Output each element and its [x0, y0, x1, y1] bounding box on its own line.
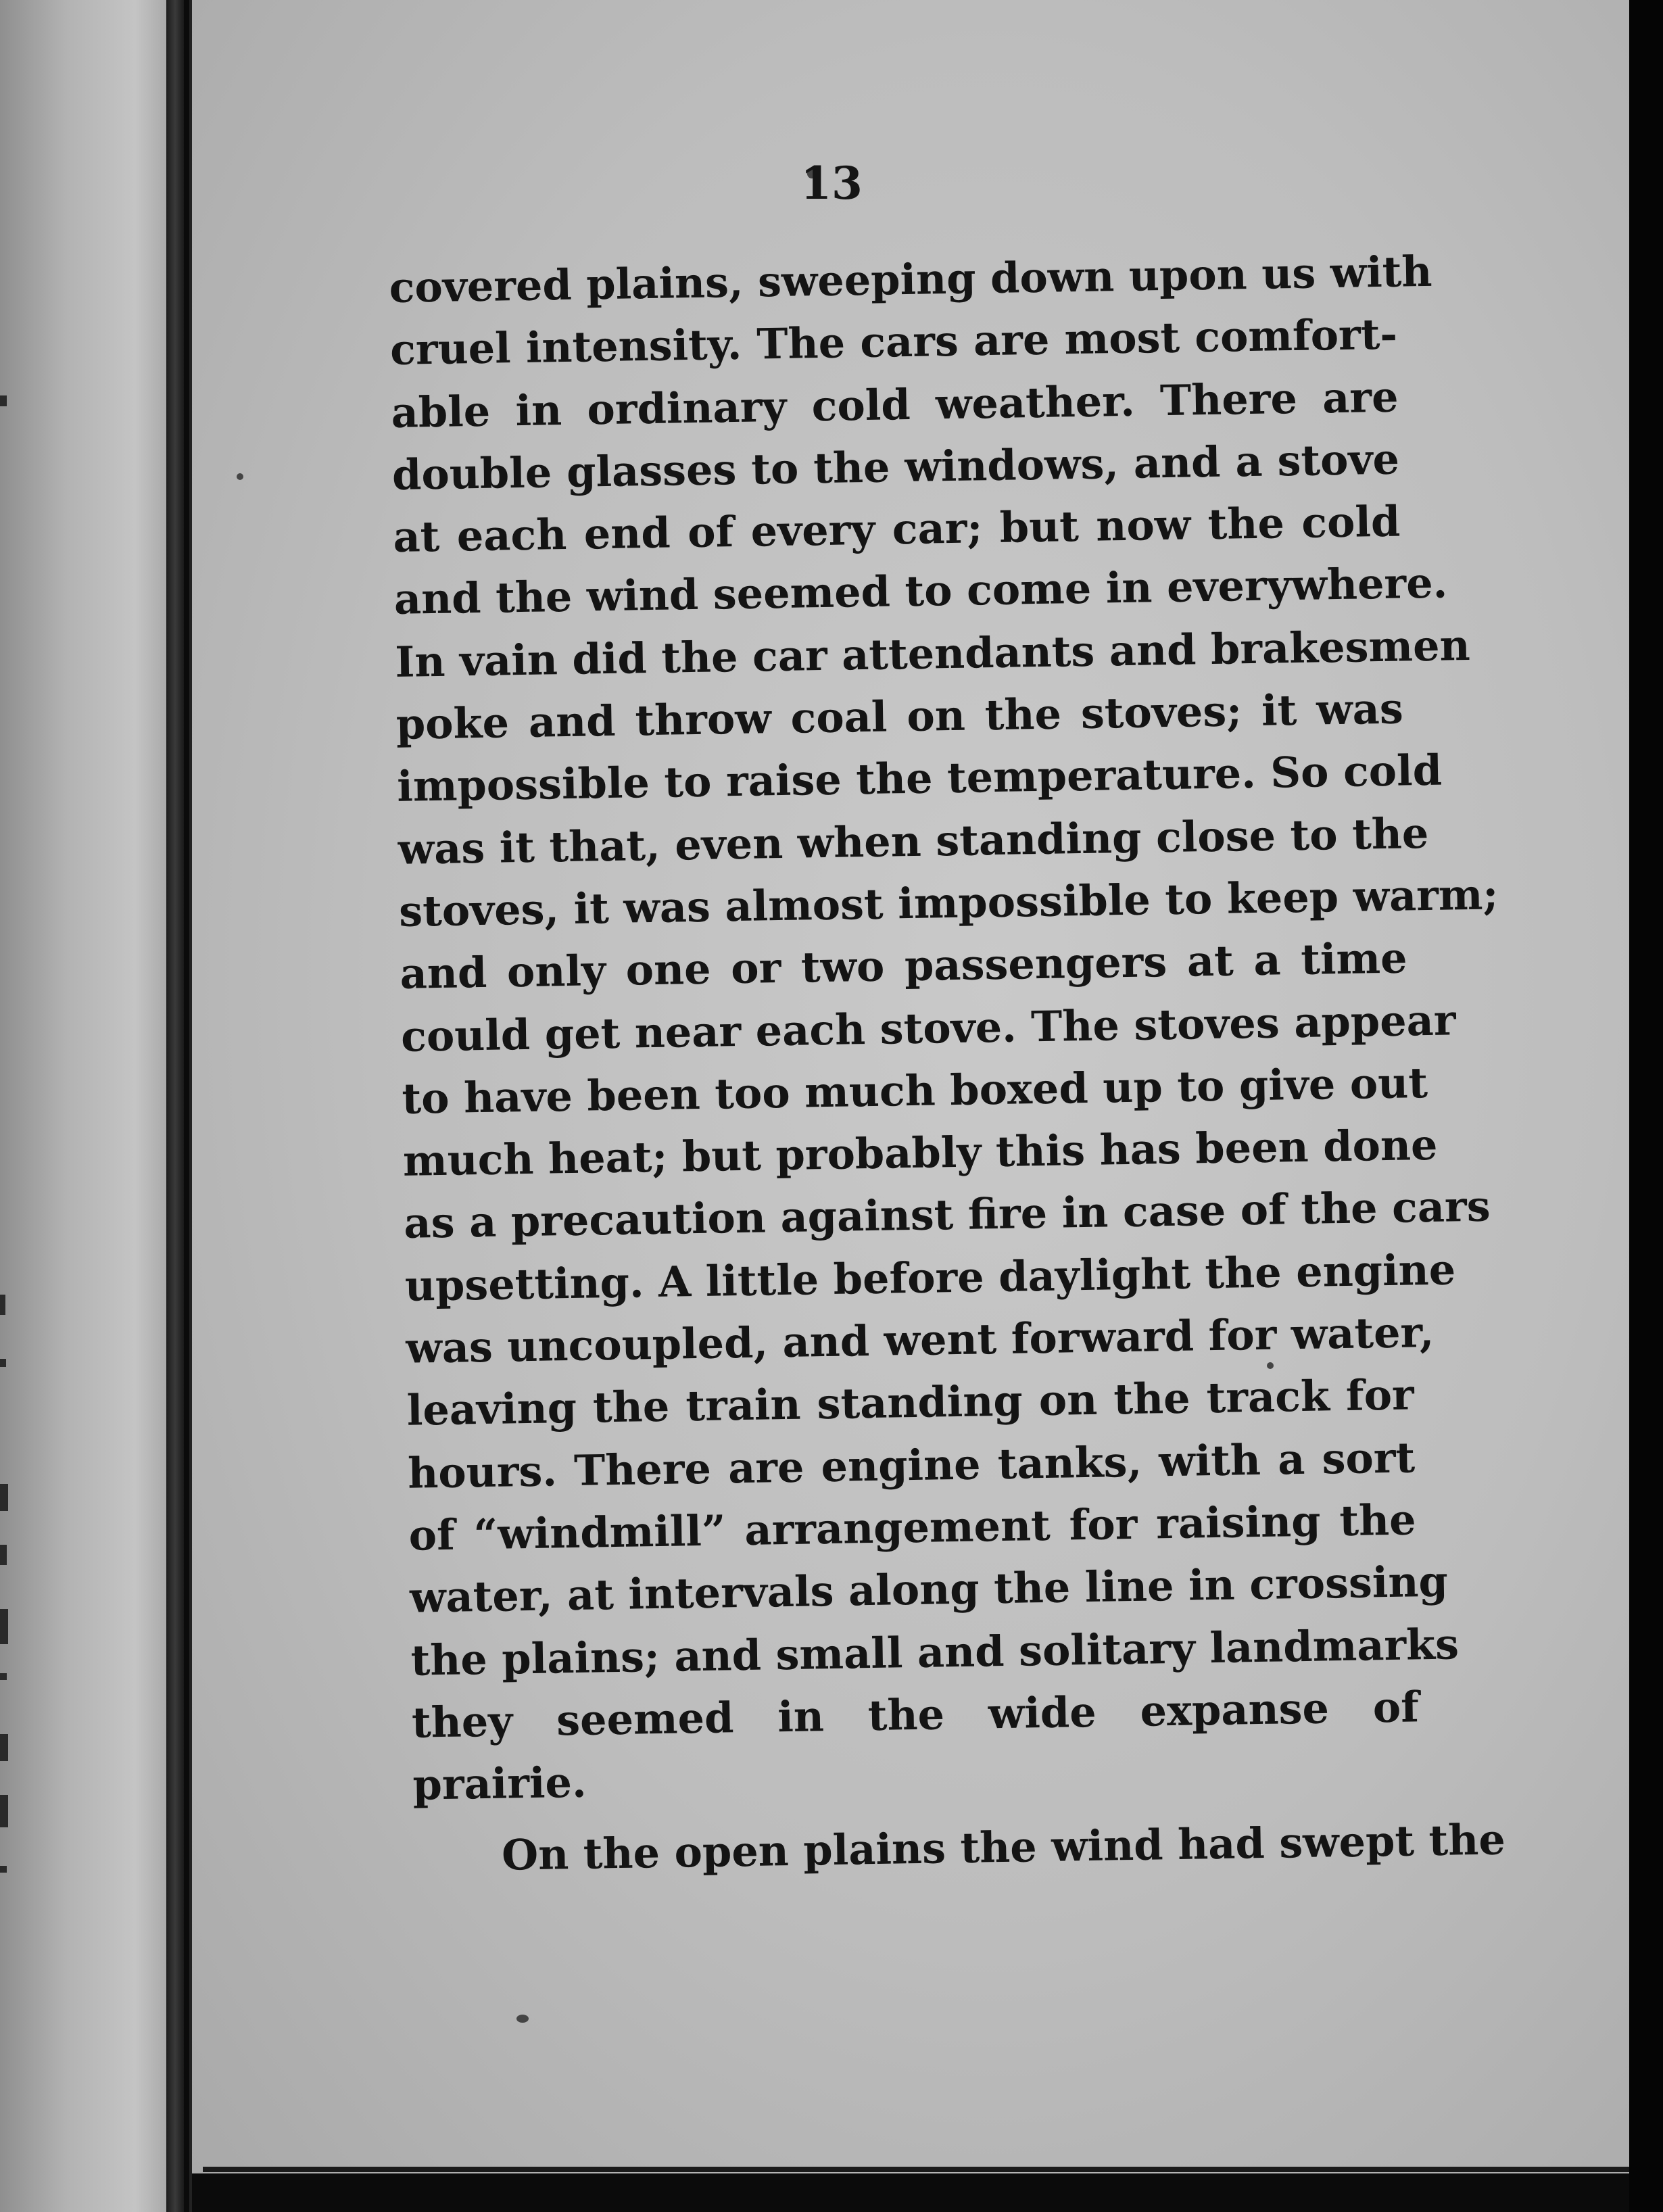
text-line: as a precaution against fire in case of the cars: [403, 1182, 1491, 1249]
text-line: stoves, it was almost impossible to keep warm;: [398, 869, 1499, 936]
fragment-mark: [0, 1866, 7, 1873]
paper-speck: [237, 473, 243, 480]
text-line: water, at intervals along the line in crossing: [409, 1556, 1449, 1622]
text-line: was uncoupled, and went forward for water,: [405, 1307, 1435, 1373]
text-line: In vain did the car attendants and brakesmen: [394, 620, 1471, 687]
text-line: hours. There are engine tanks, with a sort: [407, 1433, 1416, 1498]
text-line: On the open plains the wind had swept the: [501, 1814, 1506, 1881]
body-text: [389, 241, 1506, 1889]
text-line: leaving the train standing on the track for: [406, 1370, 1415, 1436]
fragment-mark: [0, 1295, 5, 1315]
text-line: double glasses to the windows, and a stove: [391, 434, 1400, 500]
fragment-mark: [0, 395, 7, 406]
facing-page-text-fragments: [0, 0, 169, 2212]
fragment-mark: [0, 1484, 8, 1511]
text-line: was it that, even when standing close to the: [397, 808, 1429, 874]
text-line: the plains; and small and solitary landmarks: [410, 1618, 1460, 1685]
fragment-mark: [0, 1673, 7, 1680]
text-line: to have been too much boxed up to give out: [401, 1057, 1428, 1124]
text-line: upsetting. A little before daylight the engine: [404, 1245, 1456, 1311]
text-line: much heat; but probably this has been done: [402, 1120, 1439, 1186]
text-line: cruel intensity. The cars are most comfort-: [389, 309, 1398, 375]
text-line: poke and throw coal on the stoves; it was: [395, 683, 1404, 749]
fragment-mark: [0, 1545, 7, 1565]
scan-border: [1629, 0, 1663, 2212]
text-line: they seemed in the wide expanse of: [411, 1682, 1420, 1748]
paragraph-1: [389, 241, 1499, 1817]
text-line: impossible to raise the temperature. So cold: [396, 746, 1443, 812]
text-line: prairie.: [412, 1757, 587, 1810]
fragment-mark: [0, 1609, 8, 1644]
paper-speck: [516, 2015, 529, 2023]
page-bottom-edge: [203, 2167, 1636, 2172]
fragment-mark: [0, 1734, 8, 1761]
text-line: at each end of every car; but now the cold: [392, 496, 1401, 562]
text-line: of “windmill” arrangement for raising the: [408, 1495, 1417, 1560]
text-line: able in ordinary cold weather. There are: [391, 372, 1399, 437]
fragment-mark: [0, 1359, 6, 1367]
text-line: could get near each stove. The stoves appear: [400, 994, 1456, 1061]
book-gutter: [166, 0, 184, 2212]
page-number: 13: [800, 157, 863, 210]
text-line: and only one or two passengers at a time: [400, 933, 1408, 999]
text-line: covered plains, sweeping down upon us with: [389, 246, 1432, 312]
text-line: and the wind seemed to come in everywhere.: [393, 558, 1448, 625]
fragment-mark: [0, 1795, 8, 1827]
